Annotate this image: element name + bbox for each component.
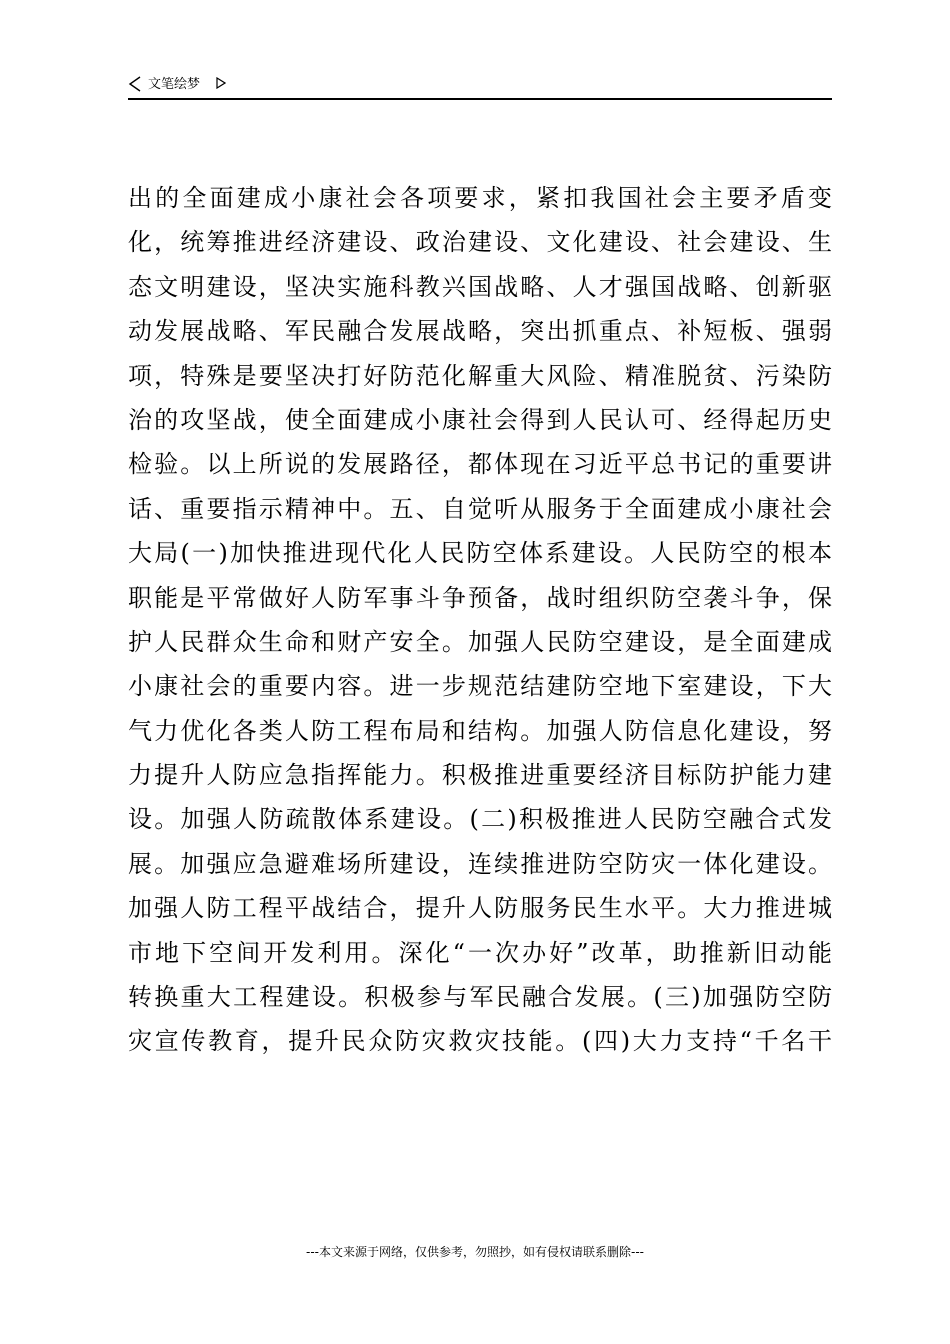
document-body	[128, 176, 832, 1064]
text-line: 小康社会的重要内容。进一步规范结建防空地下室建设，下大	[128, 672, 832, 701]
text-line: 职能是平常做好人防军事斗争预备，战时组织防空袭斗争，保	[128, 583, 832, 612]
text-line: 项，特殊是要坚决打好防范化解重大风险、精准脱贫、污染防	[128, 361, 832, 390]
page-footer: ---本文来源于网络，仅供参考，勿照抄，如有侵权请联系删除---	[306, 1245, 644, 1259]
text-line: 动发展战略、军民融合发展战略，突出抓重点、补短板、强弱	[128, 317, 832, 346]
text-line: 护人民群众生命和财产安全。加强人民防空建设，是全面建成	[128, 627, 832, 656]
text-line: 力提升人防应急指挥能力。积极推进重要经济目标防护能力建	[128, 761, 832, 790]
text-line: 气力优化各类人防工程布局和结构。加强人防信息化建设，努	[128, 716, 832, 745]
text-line: 态文明建设，坚决实施科教兴国战略、人才强国战略、创新驱	[128, 272, 832, 301]
text-line: 化，统筹推进经济建设、政治建设、文化建设、社会建设、生	[128, 228, 832, 257]
text-line: 治的攻坚战，使全面建成小康社会得到人民认可、经得起历史	[128, 405, 832, 434]
text-line: 检验。以上所说的发展路径，都体现在习近平总书记的重要讲	[128, 450, 832, 479]
text-line: 转换重大工程建设。积极参与军民融合发展。(三)加强防空防	[128, 983, 832, 1012]
text-line: 出的全面建成小康社会各项要求，紧扣我国社会主要矛盾变	[128, 184, 832, 212]
text-line: 设。加强人防疏散体系建设。(二)积极推进人民防空融合式发	[128, 805, 832, 834]
triangle-left-icon	[128, 76, 142, 92]
text-line: 大局(一)加快推进现代化人民防空体系建设。人民防空的根本	[128, 539, 832, 568]
triangle-right-icon	[216, 77, 226, 89]
page-header	[128, 74, 832, 100]
text-line: 加强人防工程平战结合，提升人防服务民生水平。大力推进城	[128, 894, 832, 923]
text-line: 灾宣传教育，提升民众防灾救灾技能。(四)大力支持“千名干	[128, 1027, 832, 1056]
text-line: 话、重要指示精神中。五、自觉听从服务于全面建成小康社会	[128, 494, 832, 523]
text-line: 市地下空间开发利用。深化“一次办好”改革，助推新旧动能	[128, 938, 832, 967]
header-title: 文笔绘梦	[148, 77, 201, 92]
text-line: 展。加强应急避难场所建设，连续推进防空防灾一体化建设。	[128, 849, 832, 878]
